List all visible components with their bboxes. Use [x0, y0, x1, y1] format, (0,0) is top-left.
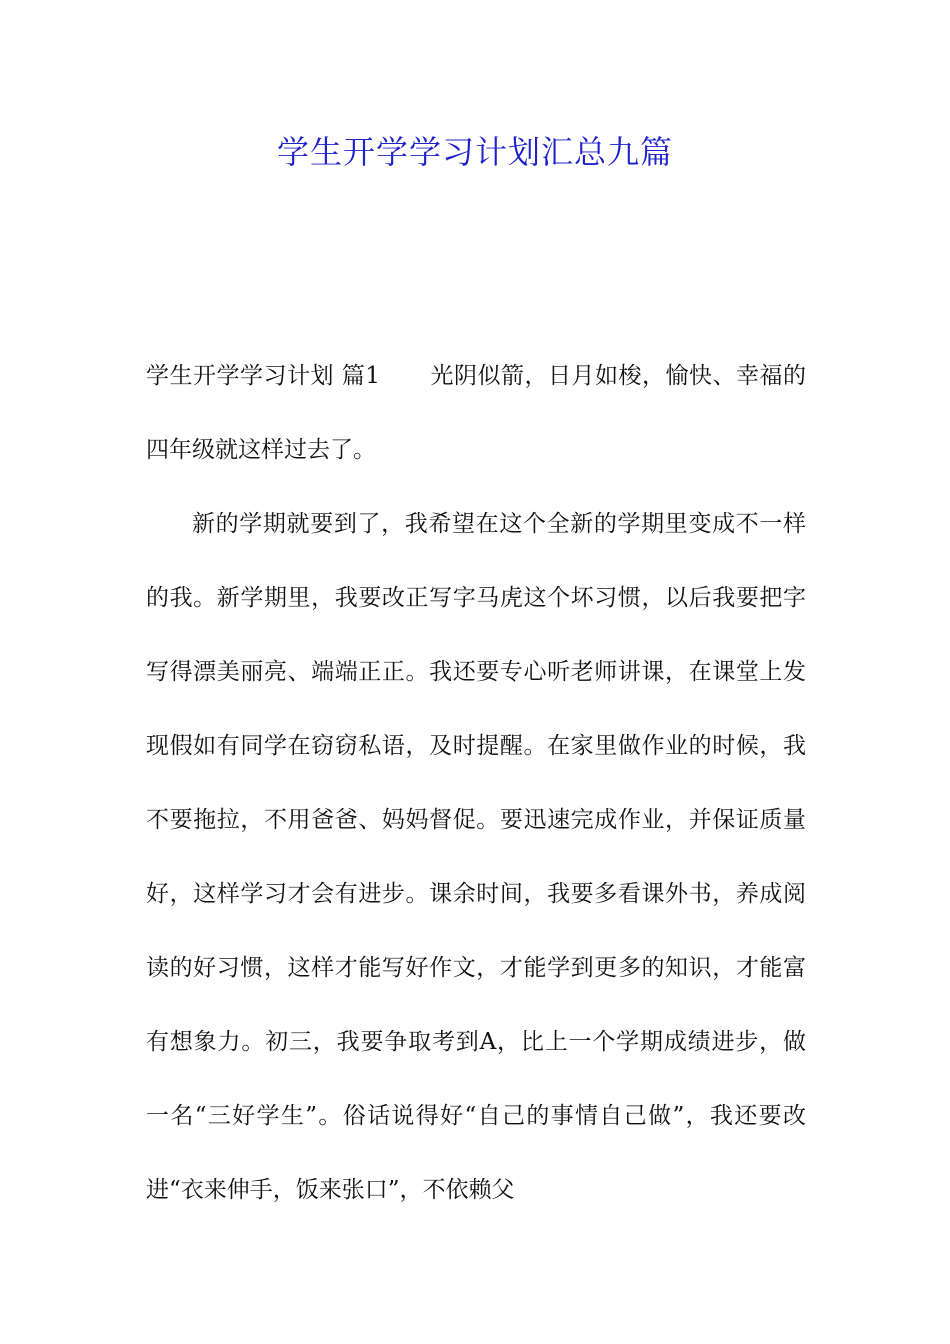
paragraph-text: 光阴似箭，日月如梭，愉快、幸福的四年级就这样过去了。	[146, 363, 806, 463]
document-body	[146, 339, 806, 1227]
section-heading: 学生开学学习计划 篇1	[146, 363, 380, 389]
paragraph-main: 新的学期就要到了，我希望在这个全新的学期里变成不一样的我。新学期里，我要改正写字马虎这个坏习惯，以后我要把字写得漂美丽亮、端端正正。我还要专心听老师讲课，在课堂上发现假如有同学在窃窃私语，及时提醒。在家里做作业的时候，我不要拖拉，不用爸爸、妈妈督促。要迅速完成作业，并保证质量好，这样学习才会有进步。课余时间，我要多看课外书，养成阅读的好习惯，这样才能写好作文，才能学到更多的知识，才能富有想象力。初三，我要争取考到A，比上一个学期成绩进步，做一名“三好学生”。俗话说得好“自己的事情自己做”，我还要改进“衣来伸手，饭来张口”，不依赖父	[146, 511, 806, 1203]
document-title: 学生开学学习计划汇总九篇	[276, 133, 673, 171]
paragraph-intro	[146, 339, 806, 487]
